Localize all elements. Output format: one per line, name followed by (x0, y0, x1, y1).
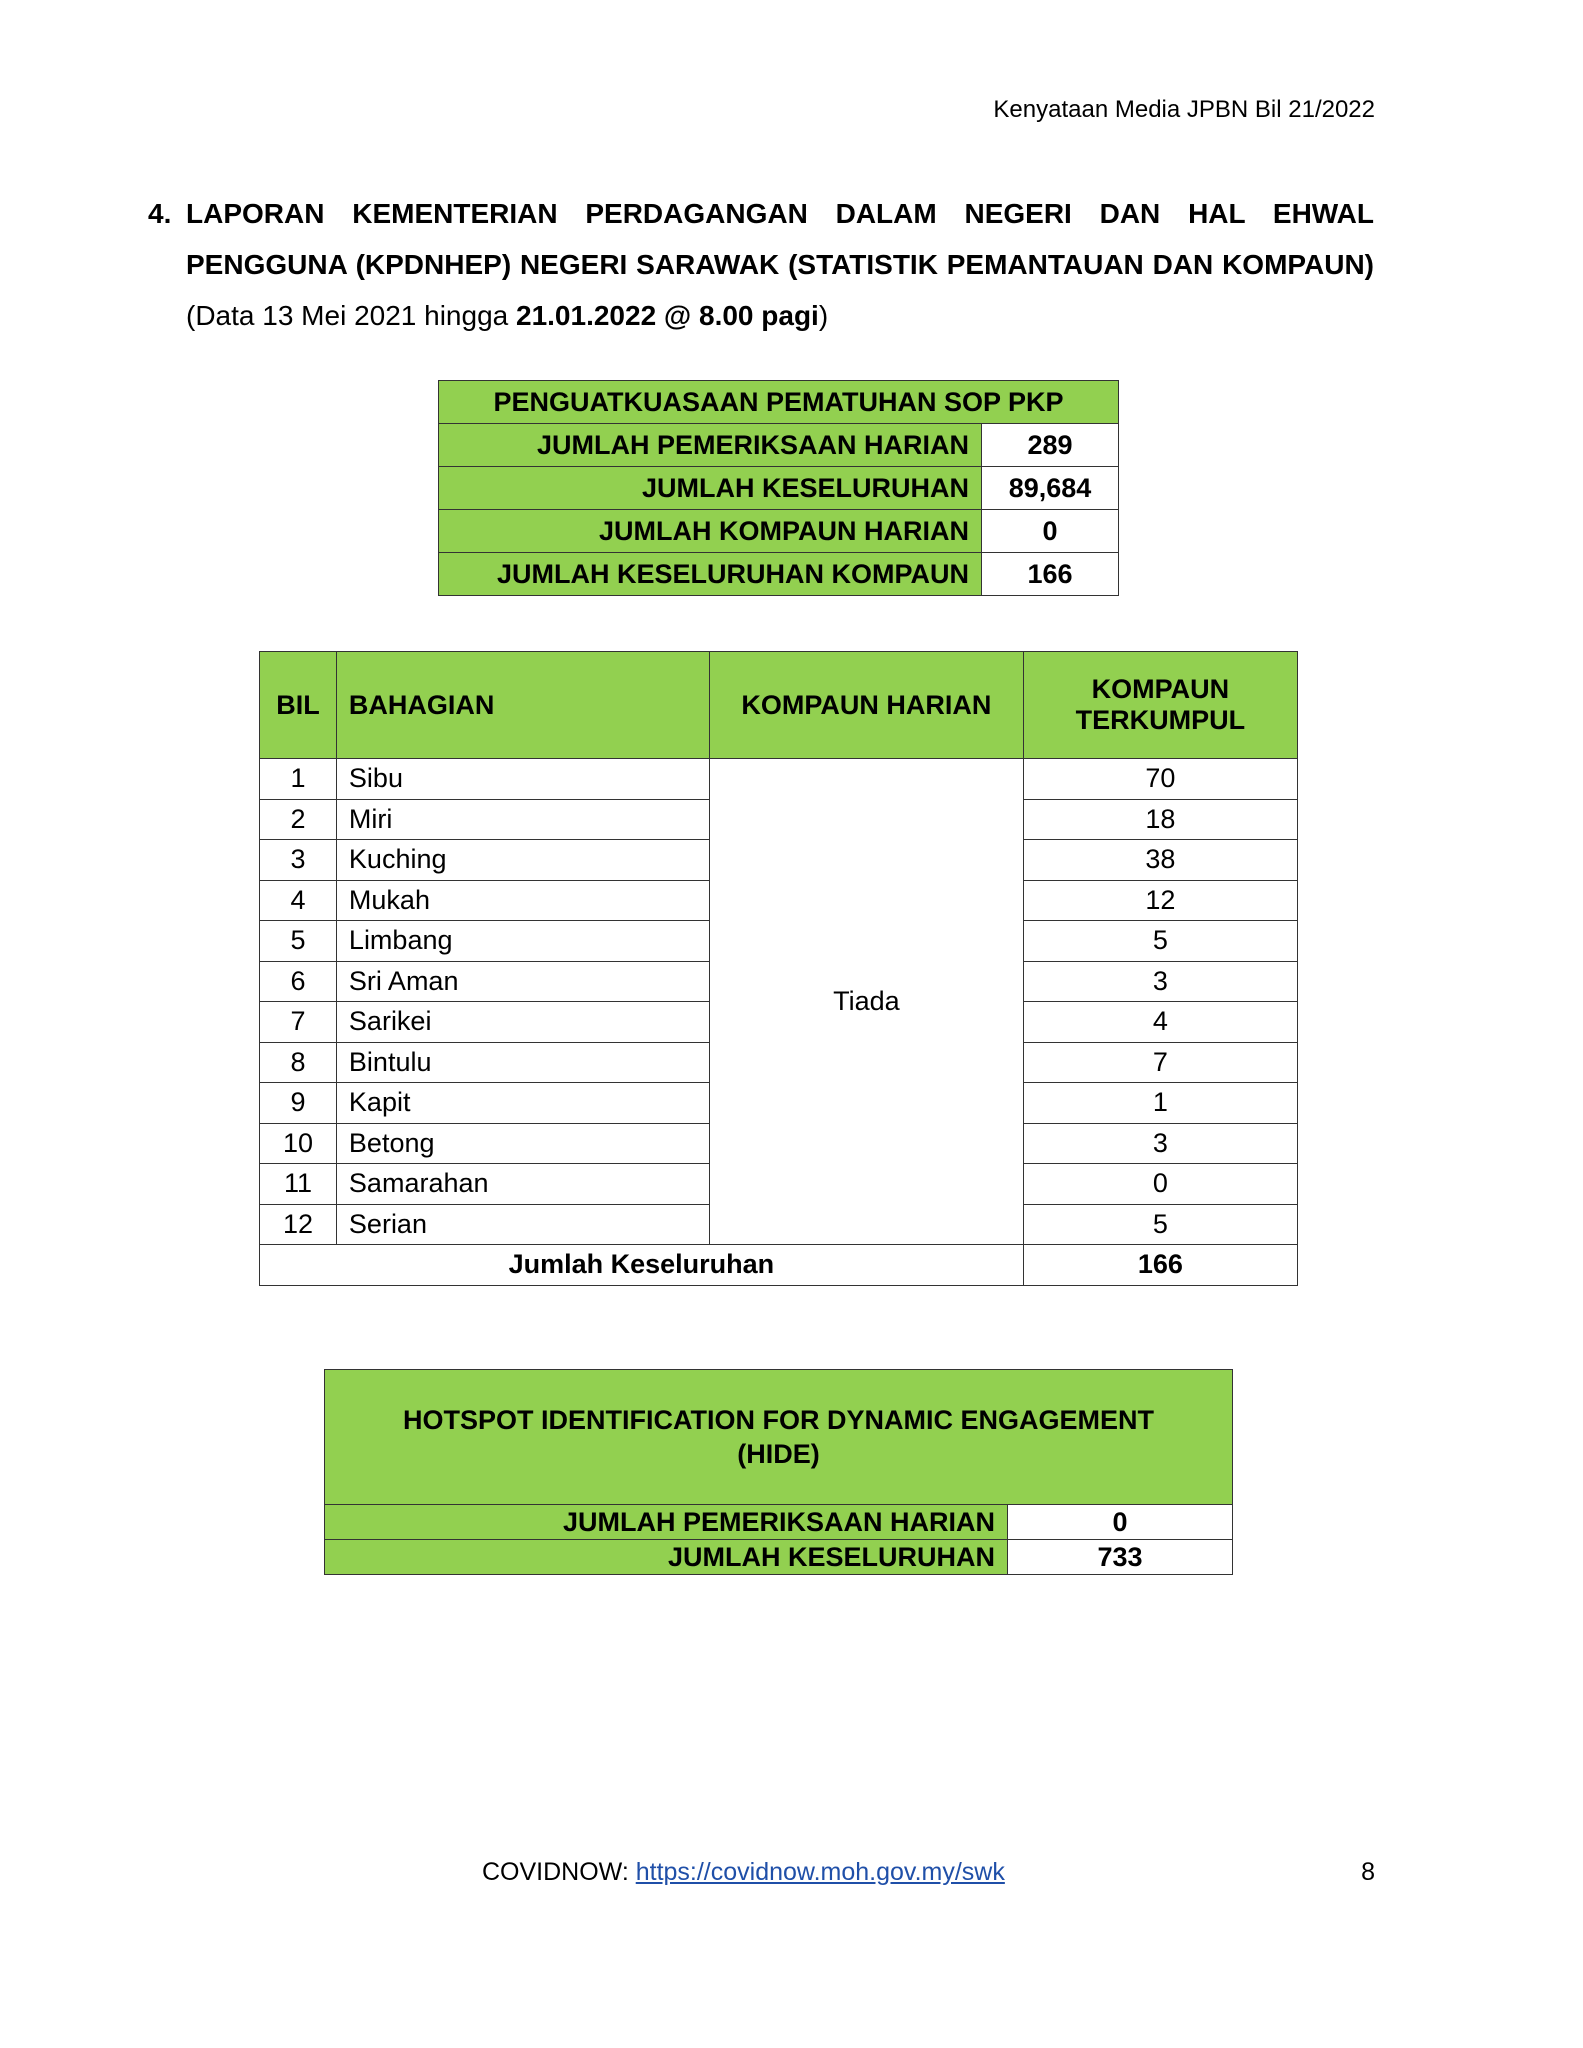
heading-title: LAPORAN KEMENTERIAN PERDAGANGAN DALAM NEGERI DAN HAL EHWAL PENGGUNA (KPDNHEP) NEGERI SARAWAK (STATISTIK PEMANTAUAN DAN KOMPAUN) (186, 198, 1374, 280)
sop-enforcement-table (438, 380, 1119, 596)
cell-bahagian: Sarikei (336, 1002, 709, 1043)
compound-by-division-table (259, 651, 1298, 1286)
total-label: Jumlah Keseluruhan (260, 1245, 1024, 1286)
col-header-bil: BIL (260, 652, 337, 759)
table3-value: 733 (1008, 1540, 1233, 1575)
table3-label: JUMLAH PEMERIKSAAN HARIAN (325, 1505, 1008, 1540)
cell-bil: 3 (260, 840, 337, 881)
cell-terkumpul: 7 (1023, 1042, 1297, 1083)
cell-bahagian: Bintulu (336, 1042, 709, 1083)
cell-terkumpul: 3 (1023, 1123, 1297, 1164)
cell-bahagian: Sri Aman (336, 961, 709, 1002)
cell-bil: 7 (260, 1002, 337, 1043)
table-row (260, 759, 1298, 800)
cell-bahagian: Kuching (336, 840, 709, 881)
cell-terkumpul: 12 (1023, 880, 1297, 921)
table-row (439, 510, 1119, 553)
col-header-kompaun-harian: KOMPAUN HARIAN (710, 652, 1024, 759)
cell-bil: 2 (260, 799, 337, 840)
table-row (325, 1505, 1233, 1540)
footer-prefix: COVIDNOW: (482, 1858, 636, 1886)
total-row (260, 1245, 1298, 1286)
table1-label: JUMLAH PEMERIKSAAN HARIAN (439, 424, 982, 467)
col-header-bahagian: BAHAGIAN (336, 652, 709, 759)
cell-terkumpul: 5 (1023, 921, 1297, 962)
cell-bil: 4 (260, 880, 337, 921)
table3-title-line2: (HIDE) (737, 1439, 820, 1469)
heading-date-suffix: ) (818, 300, 829, 331)
table-row (439, 467, 1119, 510)
document-reference: Kenyataan Media JPBN Bil 21/2022 (993, 96, 1375, 123)
table1-value: 89,684 (982, 467, 1119, 510)
table-row (439, 424, 1119, 467)
cell-bil: 10 (260, 1123, 337, 1164)
cell-terkumpul: 5 (1023, 1204, 1297, 1245)
cell-bil: 6 (260, 961, 337, 1002)
cell-terkumpul: 3 (1023, 961, 1297, 1002)
table3-label: JUMLAH KESELURUHAN (325, 1540, 1008, 1575)
cell-kompaun-harian-merged: Tiada (710, 759, 1024, 1245)
col-header-kompaun-terkumpul: KOMPAUN TERKUMPUL (1023, 652, 1297, 759)
cell-bil: 8 (260, 1042, 337, 1083)
cell-bahagian: Samarahan (336, 1164, 709, 1205)
heading-date: 21.01.2022 @ 8.00 pagi (516, 300, 819, 331)
cell-bil: 5 (260, 921, 337, 962)
table1-value: 289 (982, 424, 1119, 467)
heading-date-prefix: (Data 13 Mei 2021 hingga (186, 300, 516, 331)
cell-bahagian: Mukah (336, 880, 709, 921)
table1-title: PENGUATKUASAAN PEMATUHAN SOP PKP (439, 381, 1119, 424)
table3-value: 0 (1008, 1505, 1233, 1540)
cell-terkumpul: 70 (1023, 759, 1297, 800)
cell-terkumpul: 1 (1023, 1083, 1297, 1124)
table1-label: JUMLAH KESELURUHAN (439, 467, 982, 510)
cell-terkumpul: 18 (1023, 799, 1297, 840)
cell-terkumpul: 0 (1023, 1164, 1297, 1205)
total-value: 166 (1023, 1245, 1297, 1286)
cell-bahagian: Limbang (336, 921, 709, 962)
section-number: 4. (148, 198, 172, 229)
cell-bil: 1 (260, 759, 337, 800)
cell-bahagian: Kapit (336, 1083, 709, 1124)
cell-bil: 9 (260, 1083, 337, 1124)
cell-bil: 12 (260, 1204, 337, 1245)
cell-bil: 11 (260, 1164, 337, 1205)
cell-bahagian: Serian (336, 1204, 709, 1245)
table1-value: 0 (982, 510, 1119, 553)
table3-title (325, 1370, 1233, 1505)
table3-title-line1: HOTSPOT IDENTIFICATION FOR DYNAMIC ENGAGEMENT (403, 1405, 1154, 1435)
table1-label: JUMLAH KOMPAUN HARIAN (439, 510, 982, 553)
cell-terkumpul: 38 (1023, 840, 1297, 881)
table1-label: JUMLAH KESELURUHAN KOMPAUN (439, 553, 982, 596)
table1-value: 166 (982, 553, 1119, 596)
page-number: 8 (1361, 1858, 1375, 1886)
cell-terkumpul: 4 (1023, 1002, 1297, 1043)
cell-bahagian: Miri (336, 799, 709, 840)
section-heading (186, 188, 1374, 341)
covidnow-link[interactable]: https://covidnow.moh.gov.my/swk (635, 1858, 1005, 1886)
table-row (439, 553, 1119, 596)
hide-table (324, 1369, 1233, 1575)
table-row (325, 1540, 1233, 1575)
cell-bahagian: Betong (336, 1123, 709, 1164)
footer (482, 1858, 1005, 1887)
cell-bahagian: Sibu (336, 759, 709, 800)
